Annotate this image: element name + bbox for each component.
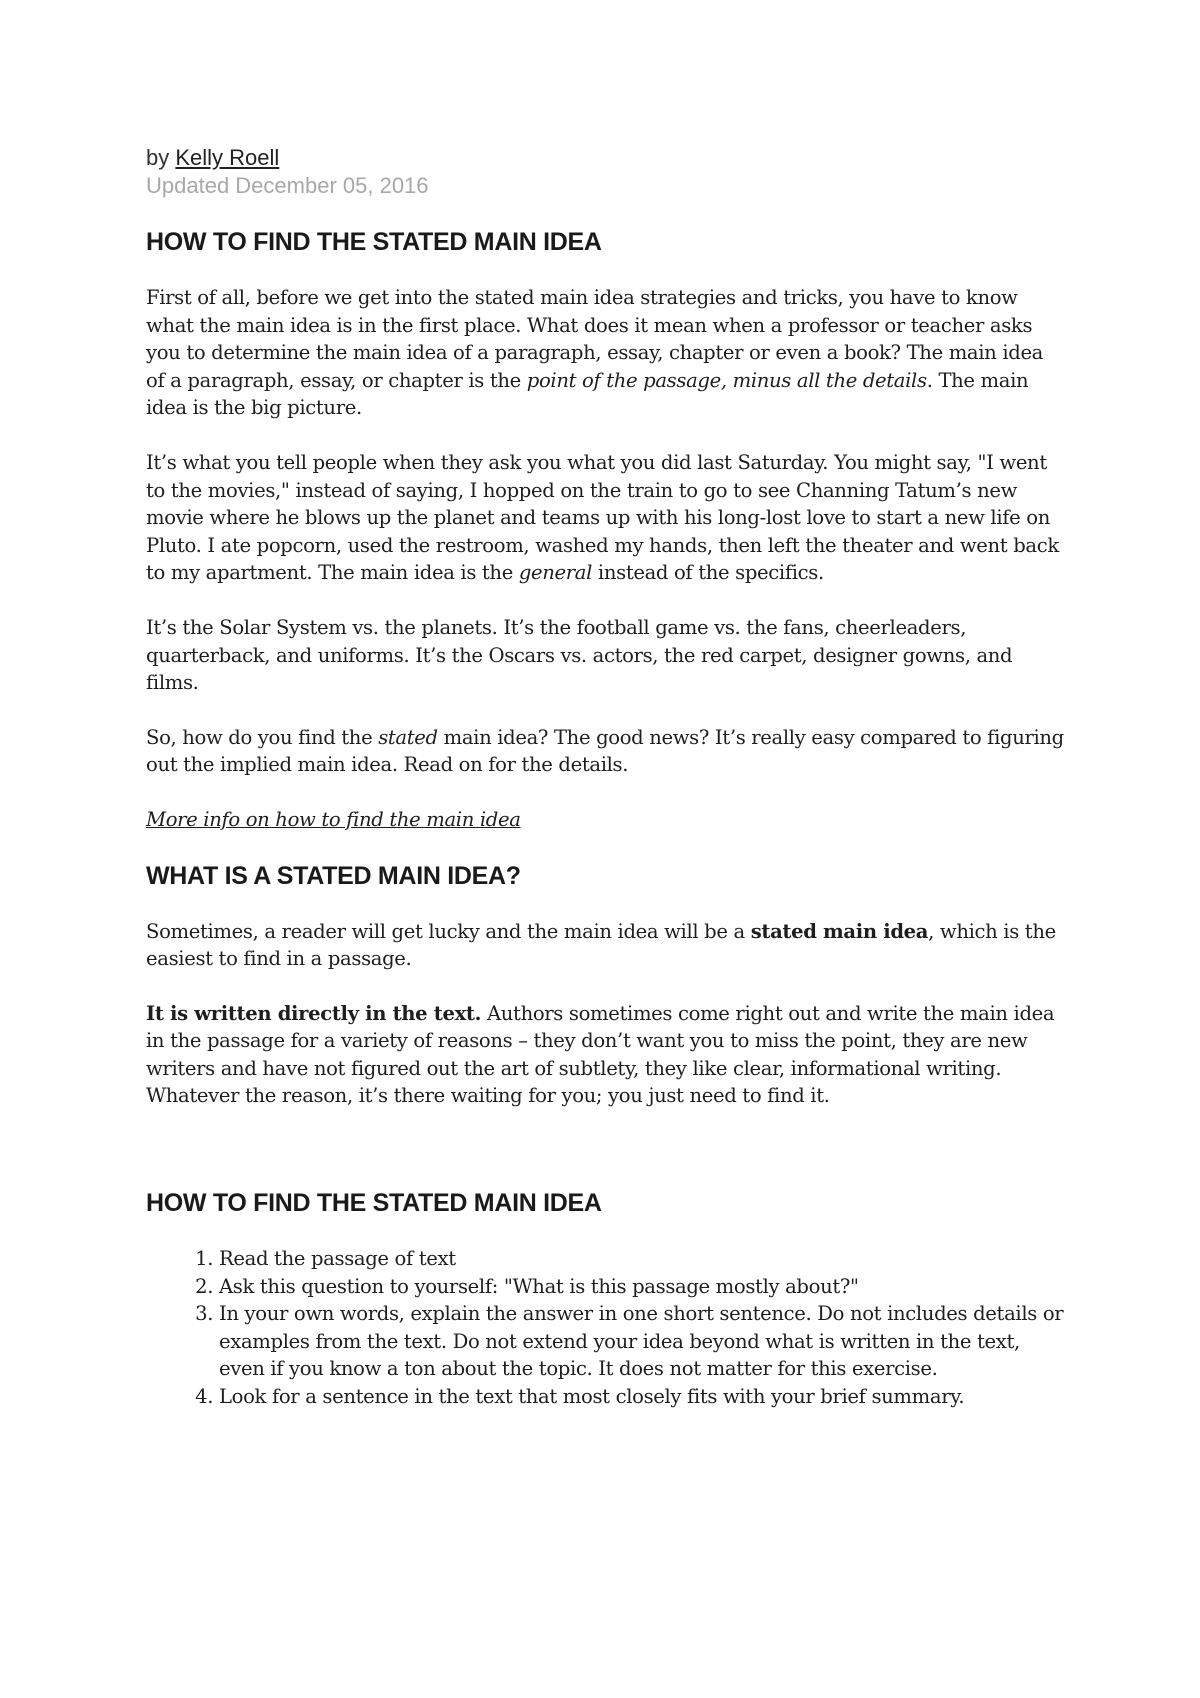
section-heading-steps: HOW TO FIND THE STATED MAIN IDEA (146, 1189, 602, 1218)
steps-list (146, 1245, 1066, 1411)
text: So, how do you find the (146, 725, 379, 749)
more-info-link[interactable]: More info on how to find the main idea (146, 807, 521, 831)
text: , which is the easiest to find in a passage. (146, 919, 1056, 971)
section-heading-what-is: WHAT IS A STATED MAIN IDEA? (146, 861, 521, 890)
emphasis: point of the passage, minus all the details (526, 368, 927, 392)
emphasis: stated (378, 725, 438, 749)
paragraph-written-directly (146, 1000, 1066, 1110)
list-item: 1. Read the passage of text (219, 1245, 1066, 1273)
text: Authors sometimes come right out and write the main idea in the passage for a variety of reasons – they don’t want you to miss the point, they are new writers and have not figured out the art of subtlety, they like clear, informational writing. Whatever the reason, it’s there waiting for you; you just need to find it. (146, 1001, 1055, 1108)
list-item: 4. Look for a sentence in the text that most closely fits with your brief summary. (219, 1383, 1066, 1411)
list-item: 2. Ask this question to yourself: "What is this passage mostly about?" (219, 1273, 1066, 1301)
text: instead of the specifics. (592, 561, 824, 585)
section-heading-how-to-find: HOW TO FIND THE STATED MAIN IDEA (146, 228, 602, 256)
paragraph-lucky (146, 918, 1066, 973)
paragraph-stated (146, 724, 1066, 779)
text: First of all, before we get into the stated main idea strategies and tricks, you have to know what the main idea is in the first place. What does it mean when a professor or teacher asks you to determine the main idea of a paragraph, essay, chapter or even a book? The main idea of a paragraph, essay, or chapter is the (146, 286, 1044, 392)
strong-text: It is written directly in the text. (146, 1001, 482, 1025)
byline (146, 144, 1066, 172)
paragraph-solar-system: It’s the Solar System vs. the planets. It’s the football game vs. the fans, cheerleaders, quarterback, and uniforms. It’s the Oscars vs. actors, the red carpet, designer gowns, and films. (146, 615, 1013, 695)
article (146, 144, 1066, 1411)
paragraph-intro (146, 284, 1066, 422)
text: . The main idea is the big picture. (146, 368, 1029, 420)
emphasis: general (518, 561, 593, 585)
paragraph-saturday (146, 449, 1066, 587)
text: It’s what you tell people when they ask you what you did last Saturday. You might say, "I went to the movies," instead of saying, I hopped on the train to go to see Channing Tatum’s new movie where he blows up the planet and teams up with his long-lost love to start a new life on Pluto. I ate popcorn, used the restroom, washed my hands, then left the theater and went back to my apartment. The main idea is the (146, 450, 1059, 585)
list-item: 3. In your own words, explain the answer in one short sentence. Do not includes details or examples from the text. Do not extend your idea beyond what is written in the text, even if you know a ton about the topic. It does not matter for this exercise. (219, 1300, 1066, 1383)
text: Sometimes, a reader will get lucky and the main idea will be a (146, 919, 751, 943)
author-link[interactable]: Kelly Roell (175, 145, 280, 170)
byline-prefix: by (146, 145, 176, 170)
updated-date: Updated December 05, 2016 (146, 173, 429, 198)
strong-text: stated main idea (750, 919, 929, 943)
text: main idea? The good news? It’s really easy compared to figuring out the implied main idea. Read on for the details. (146, 725, 1064, 777)
more-info-paragraph (146, 806, 1066, 834)
